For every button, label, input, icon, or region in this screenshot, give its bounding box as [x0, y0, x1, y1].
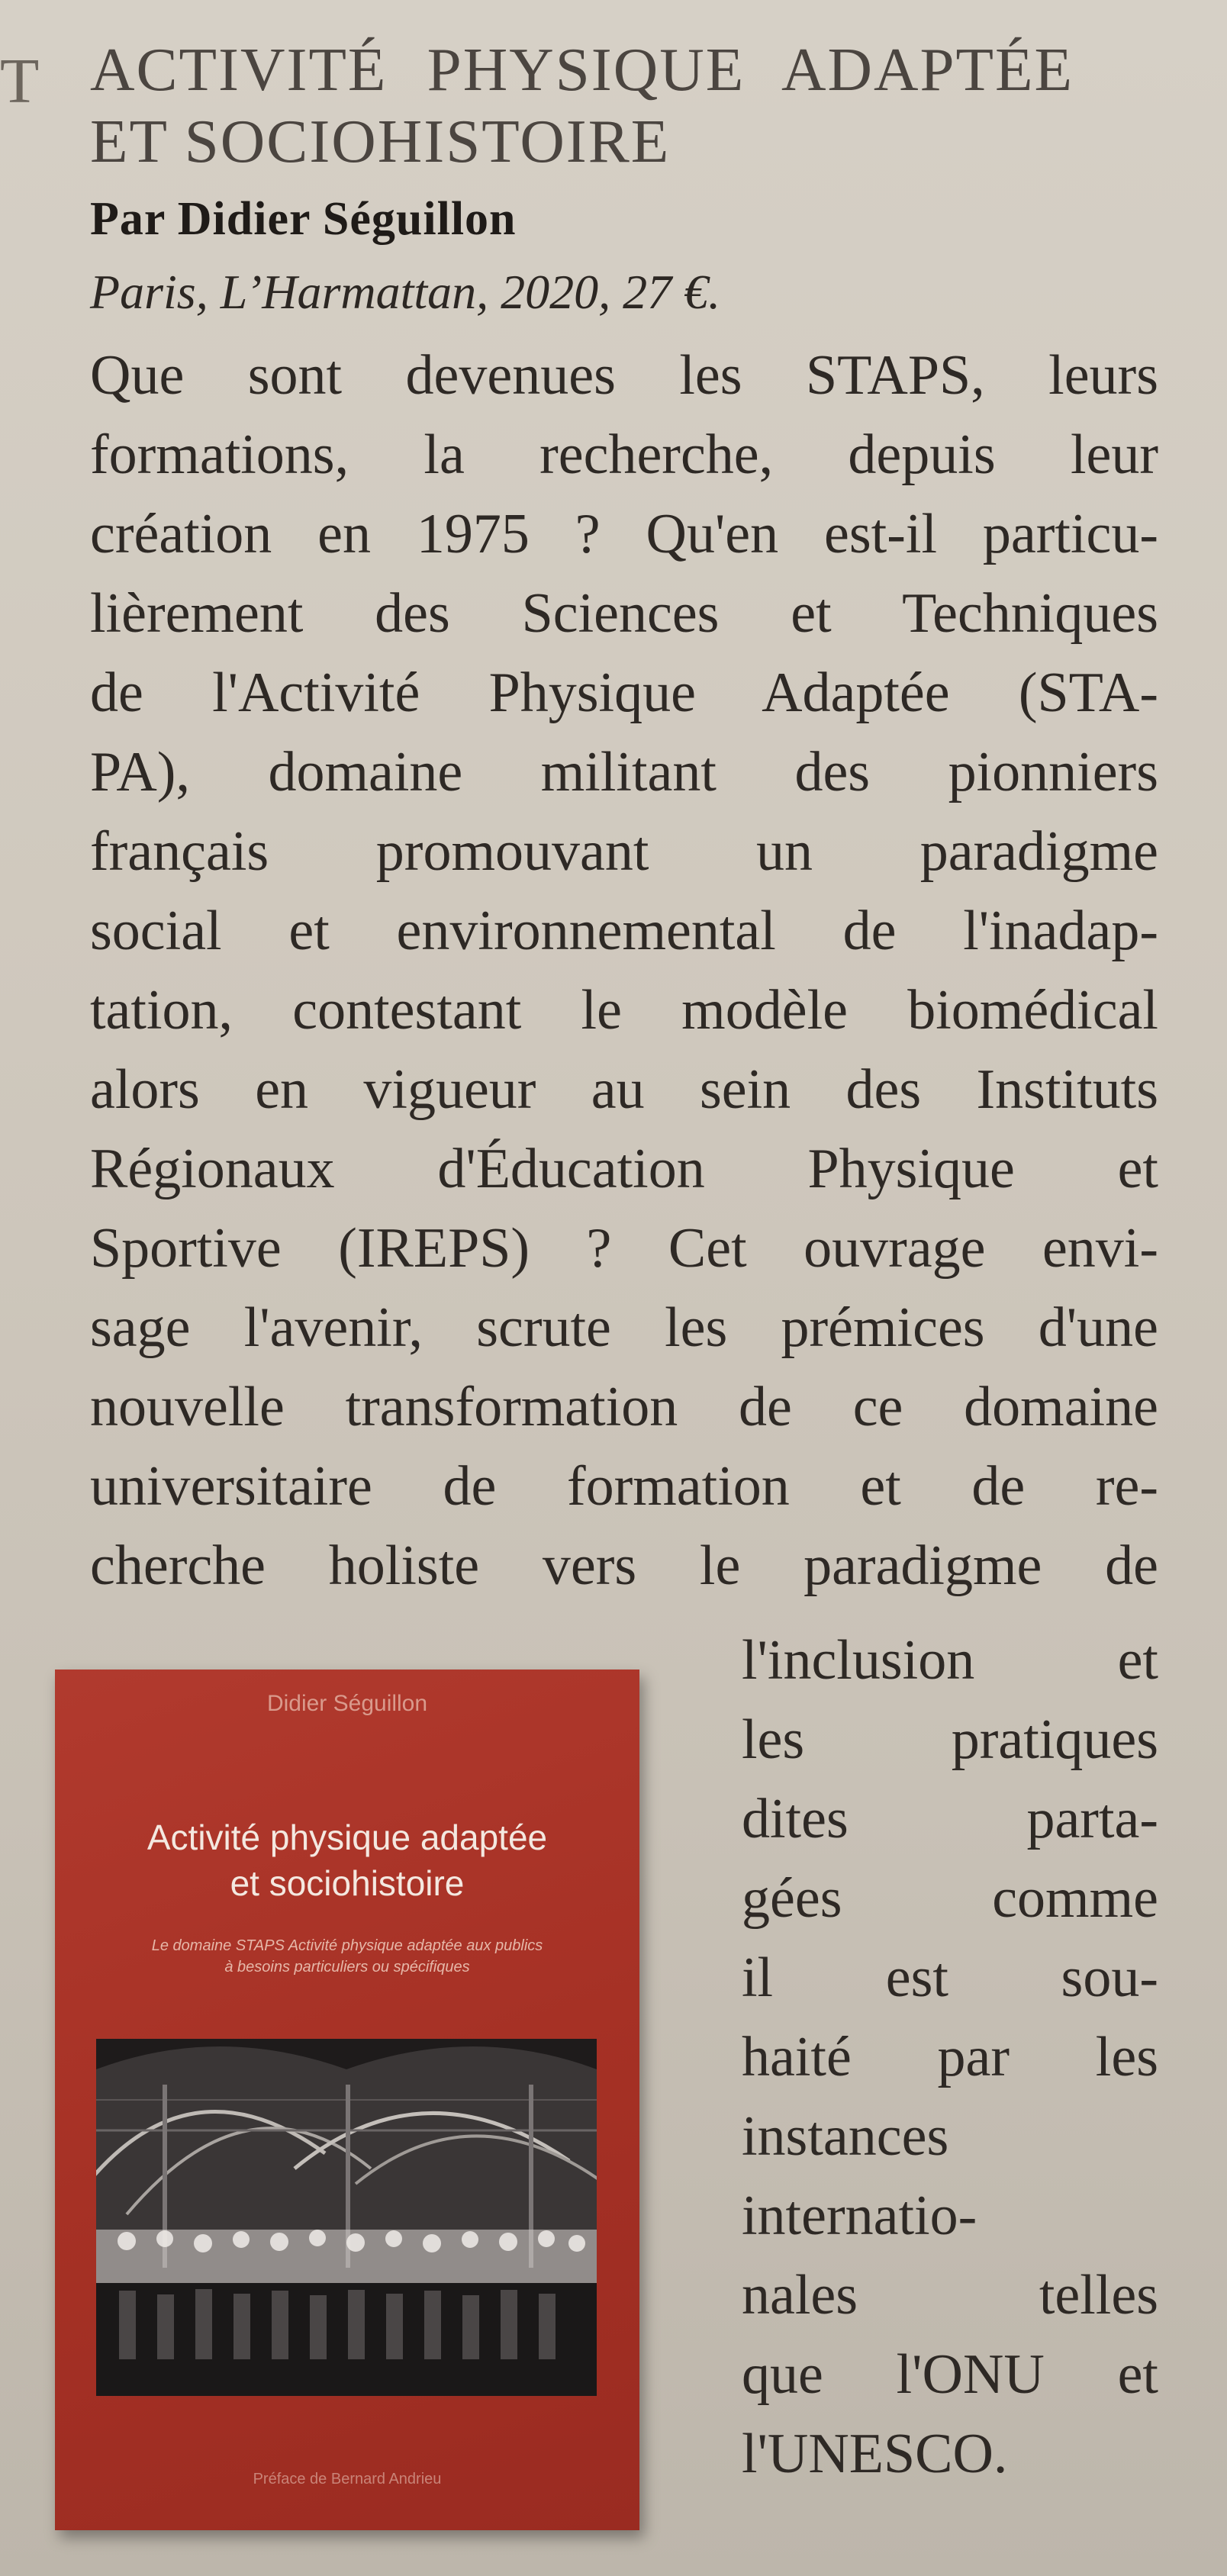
body-line: il est sou-	[742, 1946, 1158, 2009]
body-line: création en 1975 ? Qu'en est-il particu-	[90, 503, 1158, 565]
body-line: instances	[742, 2105, 949, 2168]
publication-info: Paris, L’Harmattan, 2020, 27 €.	[90, 265, 721, 319]
cover-subtitle-line-1: Le domaine STAPS Activité physique adaptée aux publics	[151, 1937, 543, 1954]
body-line: lièrement des Sciences et Techniques	[90, 582, 1158, 645]
body-line: dites parta-	[742, 1788, 1158, 1850]
body-line: nouvelle transformation de ce domaine	[90, 1376, 1158, 1438]
book-cover-image	[55, 1670, 639, 2530]
body-line: gées comme	[742, 1867, 1158, 1930]
body-line: internatio-	[742, 2185, 977, 2247]
body-line: que l'ONU et	[742, 2343, 1158, 2406]
body-line: social et environnemental de l'inadap-	[90, 900, 1158, 962]
cover-preface: Préface de Bernard Andrieu	[253, 2471, 442, 2487]
body-line: Sportive (IREPS) ? Cet ouvrage envi-	[90, 1217, 1158, 1280]
body-line: l'UNESCO.	[742, 2423, 1008, 2485]
body-line: Que sont devenues les STAPS, leurs	[90, 344, 1158, 407]
cover-title-line-2: et sociohistoire	[230, 1863, 465, 1903]
body-line: tation, contestant le modèle biomédical	[90, 979, 1158, 1042]
article-author: Par Didier Séguillon	[90, 193, 517, 245]
cover-title	[70, 1814, 624, 1906]
body-line: français promouvant un paradigme	[90, 820, 1158, 883]
body-line: formations, la recherche, depuis leur	[90, 423, 1158, 486]
facing-page-edge-glyph: T	[0, 46, 40, 117]
body-line: universitaire de formation et de re-	[90, 1455, 1158, 1518]
body-line: haité par les	[742, 2026, 1158, 2088]
body-line: PA), domaine militant des pionniers	[90, 741, 1158, 803]
cover-subtitle-line-2: à besoins particuliers ou spécifiques	[224, 1959, 470, 1975]
body-line: cherche holiste vers le paradigme de	[90, 1534, 1158, 1597]
article-title-line-1: ACTIVITÉ PHYSIQUE ADAPTÉE	[90, 35, 1074, 104]
body-line: sage l'avenir, scrute les prémices d'une	[90, 1296, 1158, 1359]
review-body-wrapped-column	[742, 1621, 1158, 2494]
body-line: nales telles	[742, 2264, 1158, 2326]
body-line: l'inclusion et	[742, 1629, 1158, 1692]
cover-title-line-1: Activité physique adaptée	[147, 1818, 548, 1857]
body-line: les pratiques	[742, 1708, 1158, 1771]
gymnasium-photo-illustration	[96, 2039, 597, 2396]
body-line: Régionaux d'Éducation Physique et	[90, 1138, 1158, 1200]
cover-photo	[96, 2039, 597, 2396]
review-body	[90, 336, 1158, 1605]
body-line: alors en vigueur au sein des Instituts	[90, 1058, 1158, 1121]
article-title-line-2: ET SOCIOHISTOIRE	[90, 107, 671, 175]
cover-subtitle	[93, 1935, 601, 1978]
cover-author: Didier Séguillon	[266, 1691, 428, 1716]
body-line: de l'Activité Physique Adaptée (STA-	[90, 662, 1158, 724]
article-title	[90, 34, 1158, 177]
